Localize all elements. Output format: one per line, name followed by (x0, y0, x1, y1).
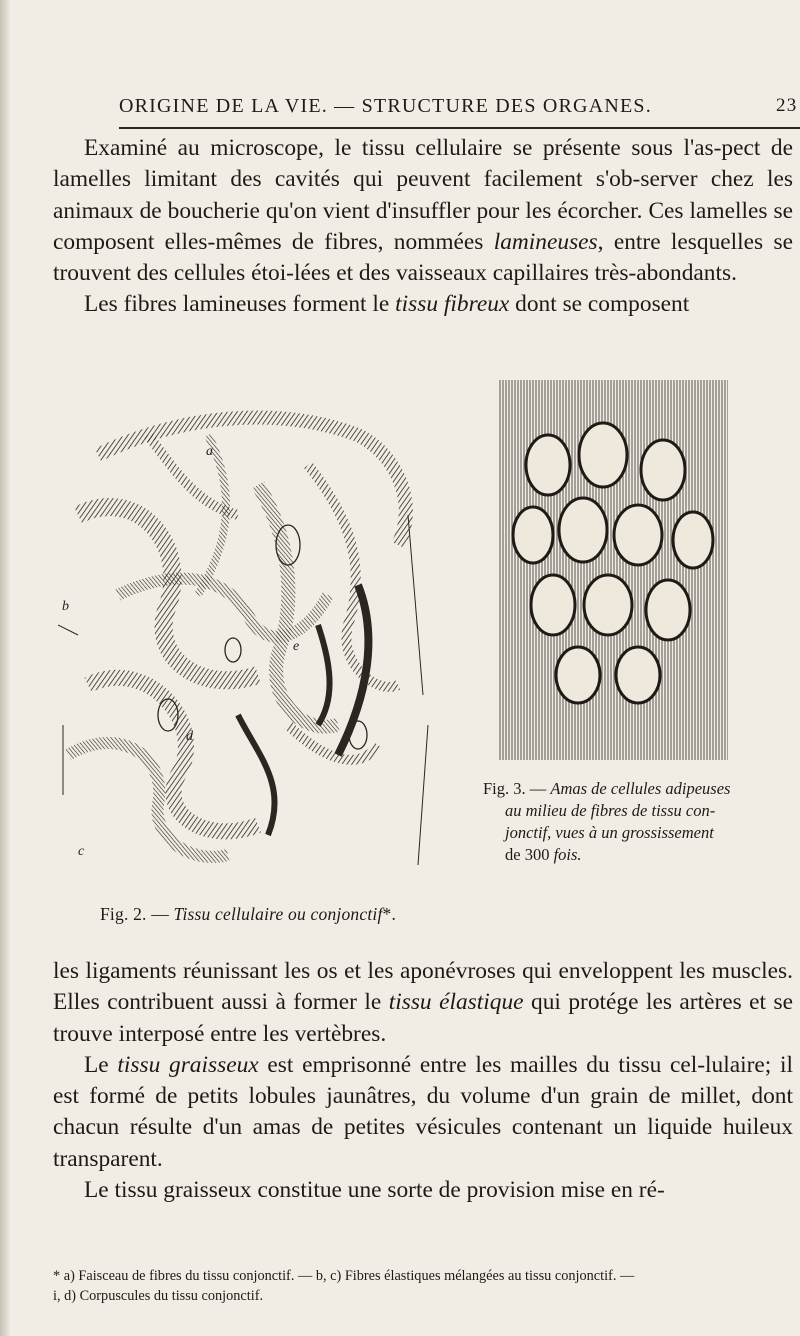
figure-2-caption: Fig. 2. — Tissu cellulaire ou conjonctif*. (100, 904, 397, 924)
term-tissu-elastique: tissu élastique (388, 989, 524, 1016)
fig2-label-b: b (62, 599, 69, 614)
page-number: 23 (776, 95, 798, 116)
footnote-line-1: * a) Faisceau de fibres du tissu conjonctif. — b, c) Fibres élastiques mélangées au tissu conjonctif. — (53, 1268, 635, 1284)
figure-3-engraving (478, 370, 748, 770)
body-text-bottom (53, 956, 793, 1206)
footnote (53, 1266, 798, 1306)
fig2-label-a: a (206, 444, 213, 459)
term-lamineuses: lamineuses (493, 228, 598, 255)
paragraph-5: Le tissu graisseux constitue une sorte de provision mise en ré- (84, 1177, 665, 1204)
paragraph-4: Le tissu graisseux est emprisonné entre les mailles du tissu cel-lulaire; il est formé de petits lobules jaunâtres, du volume d'un grain de millet, dont chacun résulte d'un amas de petites vésicules contenant un liquide huileux transparent. (53, 1051, 794, 1172)
paragraph-1: Examiné au microscope, le tissu cellulaire se présente sous l'as-pect de lamelles limitant des cavités qui peuvent facilement s'ob-server chez les animaux de boucherie qu'on vient d'insuffler pour les écorcher. Ces lamelles se composent elles-mêmes de fibres, nommées lamineuses, entre lesquelles se trouvent des cellules étoi-lées et des vaisseaux capillaires très-abondants. (53, 135, 793, 287)
figure-2-engraving (58, 395, 438, 895)
fig2-label-c: c (78, 844, 85, 859)
page-edge (0, 0, 10, 1336)
term-tissu-fibreux: tissu fibreux (395, 291, 510, 318)
fig2-label-e: e (293, 639, 300, 654)
figure-3-caption: Fig. 3. — Amas de cellules adipeuses au milieu de fibres de tissu con- jonctif, vues à un grossissement de 300 fois. (483, 779, 731, 864)
fig2-label-d: d (186, 729, 193, 744)
footnote-line-2: i, d) Corpuscules du tissu conjonctif. (53, 1288, 264, 1304)
body-text-top (53, 133, 793, 321)
paragraph-3: les ligaments réunissant les os et les aponévroses qui enveloppent les muscles. Elles contribuent aussi à former le tissu élastique qui protége les artères et se trouve interposé entre les vertèbres. (53, 958, 793, 1047)
running-title: ORIGINE DE LA VIE. — STRUCTURE DES ORGANES. (119, 95, 652, 117)
paragraph-2: Les fibres lamineuses forment le tissu fibreux dont se composent (84, 291, 690, 318)
header-rule (119, 127, 800, 129)
term-tissu-graisseux: tissu graisseux (117, 1051, 259, 1078)
